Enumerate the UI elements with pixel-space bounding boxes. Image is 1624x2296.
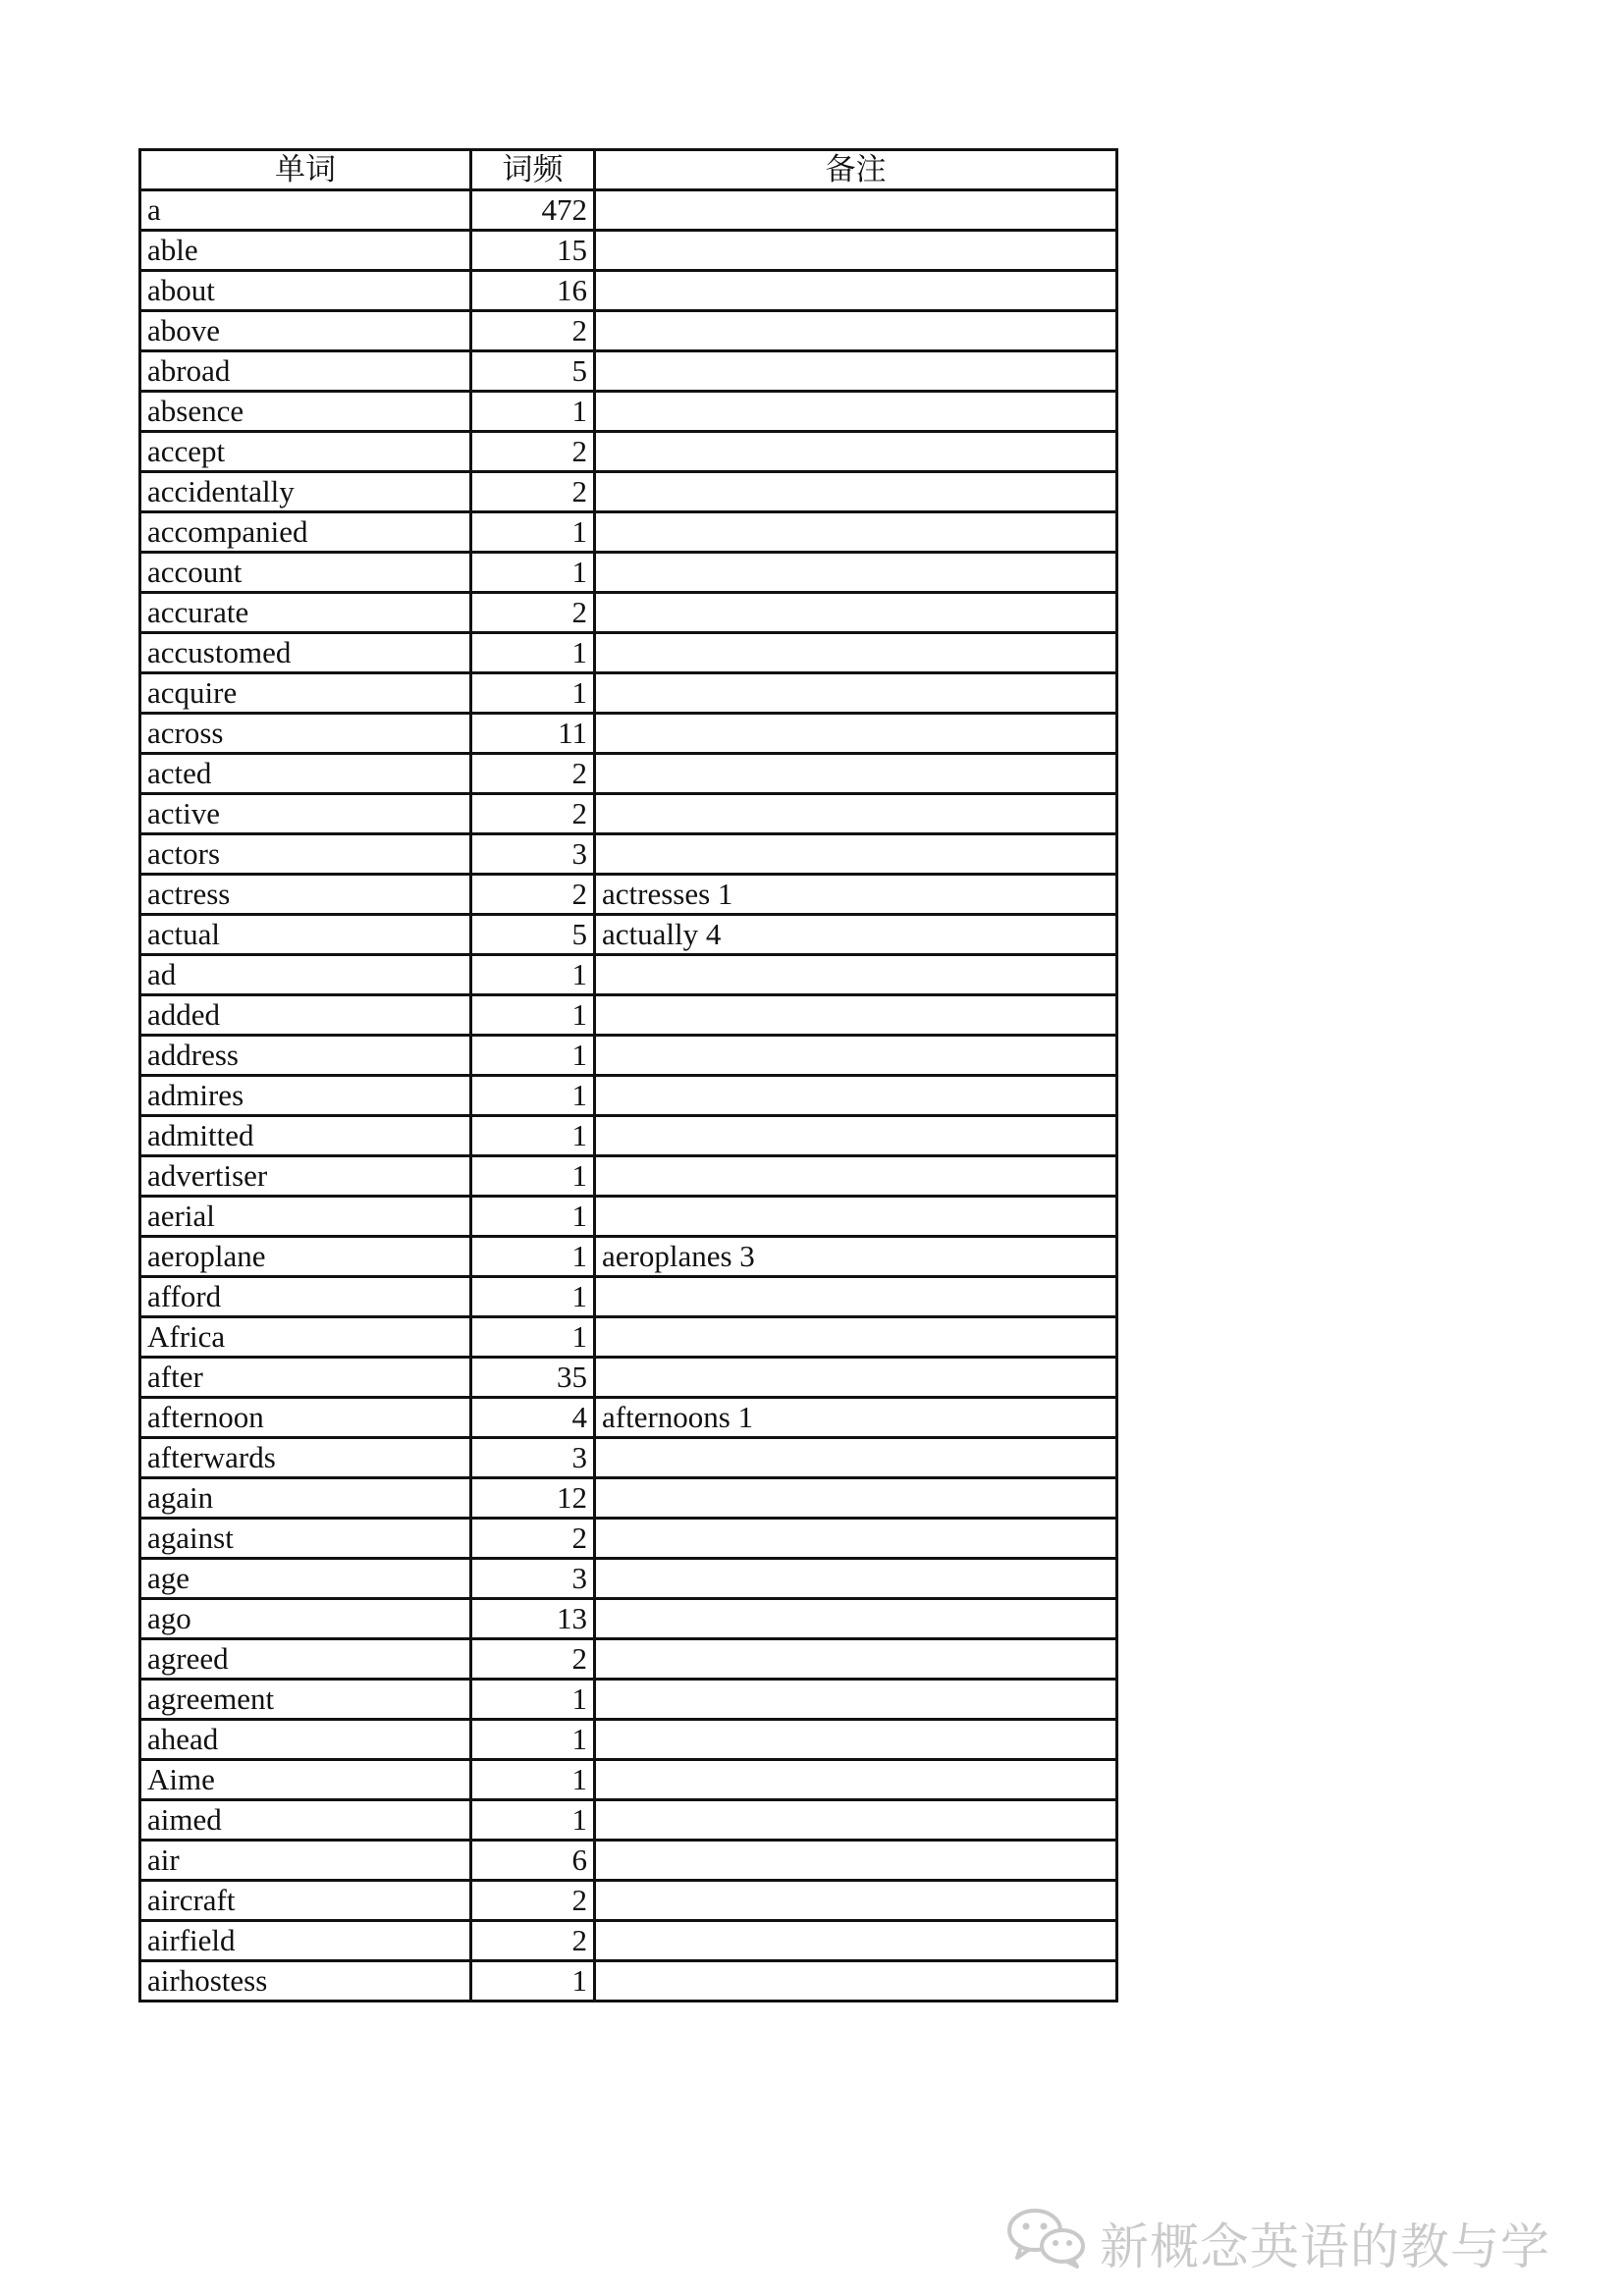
table-row xyxy=(140,834,1117,875)
note-cell xyxy=(595,1317,1117,1358)
word-cell: ad xyxy=(140,955,471,995)
frequency-cell: 1 xyxy=(471,1800,595,1841)
word-cell: again xyxy=(140,1478,471,1519)
note-cell xyxy=(595,1639,1117,1680)
note-cell xyxy=(595,673,1117,714)
table-row xyxy=(140,1237,1117,1277)
header-frequency: 词频 xyxy=(471,150,595,190)
word-cell: added xyxy=(140,995,471,1036)
frequency-cell: 2 xyxy=(471,432,595,472)
word-cell: absence xyxy=(140,392,471,432)
table-row xyxy=(140,351,1117,392)
note-cell xyxy=(595,1961,1117,2002)
note-cell xyxy=(595,1478,1117,1519)
table-row xyxy=(140,1760,1117,1800)
note-cell xyxy=(595,1076,1117,1116)
table-row xyxy=(140,1841,1117,1881)
frequency-cell: 11 xyxy=(471,714,595,754)
note-cell xyxy=(595,633,1117,673)
frequency-cell: 3 xyxy=(471,1559,595,1599)
table-row xyxy=(140,1921,1117,1961)
note-cell xyxy=(595,512,1117,553)
note-cell xyxy=(595,1156,1117,1197)
table-row xyxy=(140,1519,1117,1559)
table-row xyxy=(140,995,1117,1036)
frequency-cell: 1 xyxy=(471,633,595,673)
word-cell: afternoon xyxy=(140,1398,471,1438)
table-row xyxy=(140,432,1117,472)
frequency-cell: 1 xyxy=(471,955,595,995)
note-cell xyxy=(595,231,1117,271)
frequency-cell: 1 xyxy=(471,673,595,714)
note-cell xyxy=(595,1277,1117,1317)
word-cell: address xyxy=(140,1036,471,1076)
frequency-cell: 5 xyxy=(471,351,595,392)
table-row xyxy=(140,794,1117,834)
table-row xyxy=(140,1116,1117,1156)
word-cell: above xyxy=(140,311,471,351)
note-cell xyxy=(595,794,1117,834)
frequency-cell: 2 xyxy=(471,593,595,633)
table-row xyxy=(140,1358,1117,1398)
word-cell: agreed xyxy=(140,1639,471,1680)
table-row xyxy=(140,714,1117,754)
table-row xyxy=(140,472,1117,512)
word-cell: actors xyxy=(140,834,471,875)
word-cell: accidentally xyxy=(140,472,471,512)
frequency-cell: 472 xyxy=(471,190,595,231)
header-note: 备注 xyxy=(595,150,1117,190)
word-cell: active xyxy=(140,794,471,834)
table-row xyxy=(140,512,1117,553)
frequency-cell: 1 xyxy=(471,1760,595,1800)
frequency-cell: 2 xyxy=(471,472,595,512)
frequency-cell: 16 xyxy=(471,271,595,311)
word-cell: age xyxy=(140,1559,471,1599)
note-cell xyxy=(595,1438,1117,1478)
word-cell: accustomed xyxy=(140,633,471,673)
table-header xyxy=(140,150,1117,190)
word-cell: able xyxy=(140,231,471,271)
word-cell: account xyxy=(140,553,471,593)
note-cell xyxy=(595,1800,1117,1841)
word-cell: ahead xyxy=(140,1720,471,1760)
table-row xyxy=(140,392,1117,432)
table-row xyxy=(140,1881,1117,1921)
note-cell: aeroplanes 3 xyxy=(595,1237,1117,1277)
word-cell: admitted xyxy=(140,1116,471,1156)
word-cell: ago xyxy=(140,1599,471,1639)
table-row xyxy=(140,1478,1117,1519)
frequency-cell: 2 xyxy=(471,1519,595,1559)
frequency-cell: 15 xyxy=(471,231,595,271)
word-cell: acquire xyxy=(140,673,471,714)
note-cell xyxy=(595,955,1117,995)
frequency-cell: 1 xyxy=(471,1277,595,1317)
word-cell: advertiser xyxy=(140,1156,471,1197)
frequency-cell: 1 xyxy=(471,1961,595,2002)
frequency-cell: 1 xyxy=(471,512,595,553)
note-cell xyxy=(595,995,1117,1036)
note-cell xyxy=(595,834,1117,875)
frequency-cell: 2 xyxy=(471,311,595,351)
word-cell: about xyxy=(140,271,471,311)
table-row xyxy=(140,875,1117,915)
frequency-cell: 2 xyxy=(471,1921,595,1961)
watermark-text: 新概念英语的教与学 xyxy=(1100,2218,1550,2275)
table-row xyxy=(140,1398,1117,1438)
frequency-cell: 1 xyxy=(471,1036,595,1076)
frequency-cell: 1 xyxy=(471,553,595,593)
word-cell: across xyxy=(140,714,471,754)
frequency-cell: 1 xyxy=(471,1317,595,1358)
table-row xyxy=(140,633,1117,673)
note-cell xyxy=(595,1599,1117,1639)
table-row xyxy=(140,593,1117,633)
note-cell: afternoons 1 xyxy=(595,1398,1117,1438)
table-row xyxy=(140,1277,1117,1317)
word-cell: against xyxy=(140,1519,471,1559)
frequency-cell: 6 xyxy=(471,1841,595,1881)
frequency-cell: 2 xyxy=(471,1639,595,1680)
word-cell: after xyxy=(140,1358,471,1398)
word-cell: abroad xyxy=(140,351,471,392)
note-cell xyxy=(595,1519,1117,1559)
note-cell xyxy=(595,311,1117,351)
word-cell: aerial xyxy=(140,1197,471,1237)
word-cell: admires xyxy=(140,1076,471,1116)
frequency-cell: 4 xyxy=(471,1398,595,1438)
word-cell: afford xyxy=(140,1277,471,1317)
table-row xyxy=(140,673,1117,714)
frequency-cell: 1 xyxy=(471,1720,595,1760)
note-cell xyxy=(595,593,1117,633)
note-cell xyxy=(595,1841,1117,1881)
note-cell xyxy=(595,1116,1117,1156)
table-row xyxy=(140,311,1117,351)
frequency-cell: 1 xyxy=(471,1076,595,1116)
word-cell: aircraft xyxy=(140,1881,471,1921)
frequency-cell: 1 xyxy=(471,1680,595,1720)
word-cell: aeroplane xyxy=(140,1237,471,1277)
table-row xyxy=(140,1559,1117,1599)
watermark xyxy=(1003,2209,1550,2277)
frequency-cell: 1 xyxy=(471,392,595,432)
frequency-cell: 1 xyxy=(471,1237,595,1277)
note-cell xyxy=(595,1881,1117,1921)
word-cell: accurate xyxy=(140,593,471,633)
word-cell: actress xyxy=(140,875,471,915)
word-cell: agreement xyxy=(140,1680,471,1720)
note-cell xyxy=(595,754,1117,794)
word-cell: airfield xyxy=(140,1921,471,1961)
header-row xyxy=(140,150,1117,190)
table-row xyxy=(140,1800,1117,1841)
note-cell xyxy=(595,1921,1117,1961)
frequency-cell: 3 xyxy=(471,834,595,875)
word-cell: a xyxy=(140,190,471,231)
note-cell xyxy=(595,1720,1117,1760)
word-cell: aimed xyxy=(140,1800,471,1841)
frequency-cell: 2 xyxy=(471,794,595,834)
note-cell xyxy=(595,1358,1117,1398)
word-cell: Aime xyxy=(140,1760,471,1800)
note-cell xyxy=(595,1036,1117,1076)
frequency-cell: 3 xyxy=(471,1438,595,1478)
table-body xyxy=(140,190,1117,2002)
frequency-cell: 1 xyxy=(471,1197,595,1237)
table-row xyxy=(140,1317,1117,1358)
frequency-cell: 13 xyxy=(471,1599,595,1639)
header-word: 单词 xyxy=(140,150,471,190)
word-cell: accept xyxy=(140,432,471,472)
frequency-cell: 1 xyxy=(471,995,595,1036)
note-cell xyxy=(595,190,1117,231)
frequency-cell: 35 xyxy=(471,1358,595,1398)
note-cell: actresses 1 xyxy=(595,875,1117,915)
word-cell: airhostess xyxy=(140,1961,471,2002)
note-cell xyxy=(595,1559,1117,1599)
table-row xyxy=(140,1076,1117,1116)
frequency-cell: 2 xyxy=(471,754,595,794)
note-cell xyxy=(595,714,1117,754)
table-row xyxy=(140,231,1117,271)
word-cell: afterwards xyxy=(140,1438,471,1478)
frequency-cell: 1 xyxy=(471,1156,595,1197)
word-cell: actual xyxy=(140,915,471,955)
frequency-cell: 2 xyxy=(471,875,595,915)
table-row xyxy=(140,1156,1117,1197)
table-row xyxy=(140,955,1117,995)
note-cell xyxy=(595,1680,1117,1720)
note-cell xyxy=(595,271,1117,311)
table-row xyxy=(140,1680,1117,1720)
table-row xyxy=(140,1599,1117,1639)
table-row xyxy=(140,190,1117,231)
table-row xyxy=(140,1961,1117,2002)
note-cell xyxy=(595,432,1117,472)
word-cell: acted xyxy=(140,754,471,794)
word-frequency-table xyxy=(138,148,1118,2002)
note-cell xyxy=(595,1197,1117,1237)
note-cell xyxy=(595,472,1117,512)
frequency-cell: 5 xyxy=(471,915,595,955)
word-cell: accompanied xyxy=(140,512,471,553)
frequency-cell: 2 xyxy=(471,1881,595,1921)
table-row xyxy=(140,1720,1117,1760)
table-row xyxy=(140,754,1117,794)
note-cell xyxy=(595,553,1117,593)
note-cell xyxy=(595,351,1117,392)
table-row xyxy=(140,1036,1117,1076)
note-cell: actually 4 xyxy=(595,915,1117,955)
word-cell: Africa xyxy=(140,1317,471,1358)
word-cell: air xyxy=(140,1841,471,1881)
table-row xyxy=(140,1438,1117,1478)
wechat-icon xyxy=(1003,2205,1090,2281)
table-row xyxy=(140,1639,1117,1680)
frequency-cell: 12 xyxy=(471,1478,595,1519)
note-cell xyxy=(595,392,1117,432)
table-row xyxy=(140,915,1117,955)
note-cell xyxy=(595,1760,1117,1800)
table-row xyxy=(140,1197,1117,1237)
frequency-cell: 1 xyxy=(471,1116,595,1156)
table-row xyxy=(140,271,1117,311)
table-row xyxy=(140,553,1117,593)
